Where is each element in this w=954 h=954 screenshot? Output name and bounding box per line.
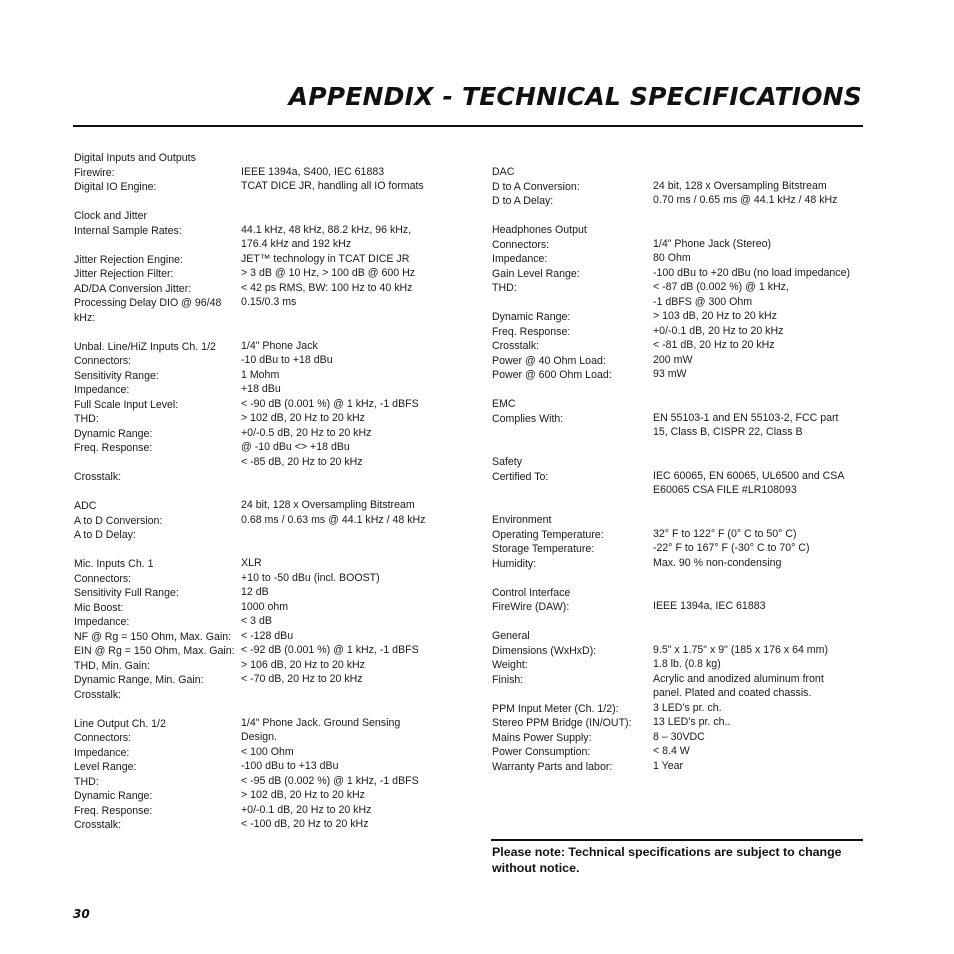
right-spec-label: THD: (492, 282, 517, 294)
left-spec-label: Jitter Rejection Engine: (74, 253, 183, 266)
left-spec-label: Connectors: (74, 355, 132, 367)
left-spec-label: Mic. Inputs Ch. 1 (74, 558, 154, 570)
left-spec-label: Impedance: (74, 746, 130, 759)
right-spec-value: 200 mW (653, 353, 693, 366)
title-rule (73, 125, 863, 127)
right-spec-value: +0/-0.1 dB, 20 Hz to 20 kHz (653, 324, 784, 337)
right-spec-value: < -87 dB (0.002 %) @ 1 kHz, (653, 281, 789, 293)
right-spec-label: Headphones Output (492, 224, 587, 236)
right-spec-value: 24 bit, 128 x Oversampling Bitstream (653, 179, 827, 192)
left-spec-label: A to D Delay: (74, 529, 136, 541)
right-spec-value: -22° F to 167° F (-30° C to 70° C) (653, 542, 810, 554)
left-spec-label: Crosstalk: (74, 471, 122, 483)
right-spec-label: Gain Level Range: (492, 267, 580, 280)
left-spec-label: Unbal. Line/HiZ Inputs Ch. 1/2 (74, 340, 216, 353)
right-spec-value: -100 dBu to +20 dBu (no load impedance) (653, 266, 851, 279)
left-spec-label: Line Output Ch. 1/2 (74, 717, 166, 730)
right-spec-label: Humidity: (492, 557, 537, 570)
left-spec-value: < 3 dB (241, 615, 272, 627)
left-spec-value: < -70 dB, 20 Hz to 20 kHz (241, 673, 363, 685)
right-spec-label: Freq. Response: (492, 325, 571, 338)
left-spec-label: Sensitivity Range: (74, 369, 159, 382)
left-spec-label: Dynamic Range: (74, 427, 153, 440)
right-spec-value: 8 – 30VDC (653, 730, 705, 743)
left-spec-label: THD, Min. Gain: (74, 659, 150, 672)
left-spec-label: Digital IO Engine: (74, 181, 157, 193)
left-spec-value: 1/4" Phone Jack (241, 339, 318, 352)
left-spec-label: Sensitivity Full Range: (74, 587, 179, 599)
left-spec-label: Clock and Jitter (74, 210, 148, 222)
left-spec-label: Crosstalk: (74, 819, 122, 831)
right-spec-value: Max. 90 % non-condensing (653, 556, 782, 569)
left-spec-label: Jitter Rejection Filter: (74, 268, 174, 280)
right-spec-label: Power @ 600 Ohm Load: (492, 369, 612, 381)
left-spec-label: THD: (74, 413, 99, 425)
left-spec-value: > 3 dB @ 10 Hz, > 100 dB @ 600 Hz (241, 267, 416, 279)
right-spec-value: 80 Ohm (653, 252, 691, 264)
right-spec-label: Power Consumption: (492, 746, 591, 758)
right-spec-label: Crosstalk: (492, 340, 540, 352)
right-spec-label: Operating Temperature: (492, 528, 604, 541)
left-spec-value: +18 dBu (241, 383, 281, 395)
right-spec-value: 1 Year (653, 759, 684, 772)
right-spec-value: 3 LED's pr. ch. (653, 701, 722, 714)
right-spec-value: > 103 dB, 20 Hz to 20 kHz (653, 310, 777, 322)
left-spec-label: Connectors: (74, 572, 132, 585)
right-spec-label: Warranty Parts and labor: (492, 760, 613, 773)
left-spec-value: < -128 dBu (241, 629, 294, 642)
left-spec-value: < -90 dB (0.001 %) @ 1 kHz, -1 dBFS (241, 397, 419, 410)
left-spec-label: Crosstalk: (74, 688, 122, 701)
right-spec-label: Impedance: (492, 253, 548, 265)
left-spec-value: @ -10 dBu <> +18 dBu (241, 441, 350, 453)
right-spec-label: D to A Conversion: (492, 180, 580, 193)
left-spec-value: 176.4 kHz and 192 kHz (241, 238, 352, 250)
right-spec-label: Connectors: (492, 238, 550, 251)
left-spec-label: Freq. Response: (74, 442, 153, 454)
left-spec-value: 44.1 kHz, 48 kHz, 88.2 kHz, 96 kHz, (241, 223, 412, 236)
right-spec-label: Dimensions (WxHxD): (492, 644, 597, 657)
right-spec-value: E60065 CSA FILE #LR108093 (653, 484, 797, 496)
right-spec-label: PPM Input Meter (Ch. 1/2): (492, 702, 619, 715)
left-spec-label: Processing Delay DIO @ 96/48 (74, 297, 222, 309)
right-spec-value: 9.5" x 1.75" x 9" (185 x 176 x 64 mm) (653, 643, 828, 656)
right-spec-label: Stereo PPM Bridge (IN/OUT): (492, 717, 632, 729)
right-spec-label: Control Interface (492, 586, 571, 599)
left-spec-label: Level Range: (74, 761, 137, 773)
right-spec-value: -1 dBFS @ 300 Ohm (653, 295, 753, 308)
left-spec-value: 1 Mohm (241, 368, 280, 381)
left-spec-label: Freq. Response: (74, 804, 153, 817)
left-spec-value: 24 bit, 128 x Oversampling Bitstream (241, 499, 415, 511)
right-spec-column (492, 165, 872, 785)
right-spec-label: Power @ 40 Ohm Load: (492, 354, 606, 367)
left-spec-label: Connectors: (74, 732, 132, 744)
right-spec-value: 15, Class B, CISPR 22, Class B (653, 426, 803, 438)
left-spec-label: EIN @ Rg = 150 Ohm, Max. Gain: (74, 645, 235, 657)
left-spec-value: XLR (241, 557, 262, 569)
right-spec-value: 32° F to 122° F (0° C to 50° C) (653, 527, 797, 540)
left-spec-label: Dynamic Range: (74, 790, 153, 802)
note-rule (491, 839, 863, 841)
right-spec-value: 0.70 ms / 0.65 ms @ 44.1 kHz / 48 kHz (653, 194, 838, 206)
left-spec-value: 0.15/0.3 ms (241, 296, 297, 308)
left-spec-value: > 102 dB, 20 Hz to 20 kHz (241, 412, 365, 424)
left-spec-value: < -92 dB (0.001 %) @ 1 kHz, -1 dBFS (241, 644, 419, 656)
left-spec-value: < -95 dB (0.002 %) @ 1 kHz, -1 dBFS (241, 774, 419, 787)
left-spec-value: TCAT DICE JR, handling all IO formats (241, 180, 424, 192)
right-spec-label: Certified To: (492, 470, 549, 483)
right-spec-label: Environment (492, 514, 552, 526)
page-title: APPENDIX - TECHNICAL SPECIFICATIONS (288, 82, 862, 111)
right-spec-value: IEEE 1394a, IEC 61883 (653, 600, 766, 612)
right-spec-value: < -81 dB, 20 Hz to 20 kHz (653, 339, 775, 351)
right-spec-label: FireWire (DAW): (492, 601, 570, 613)
left-spec-label: THD: (74, 775, 99, 788)
left-spec-label: Firewire: (74, 166, 115, 179)
left-spec-value: < -85 dB, 20 Hz to 20 kHz (241, 455, 363, 468)
right-spec-value: 1/4" Phone Jack (Stereo) (653, 237, 772, 250)
left-spec-value: > 102 dB, 20 Hz to 20 kHz (241, 789, 365, 801)
left-spec-label: kHz: (74, 311, 96, 324)
left-spec-label: Dynamic Range, Min. Gain: (74, 674, 204, 686)
right-spec-value: 13 LED's pr. ch.. (653, 716, 731, 728)
left-spec-value: IEEE 1394a, S400, IEC 61883 (241, 165, 385, 178)
right-spec-label: DAC (492, 166, 515, 178)
left-spec-label: Digital Inputs and Outputs (74, 152, 196, 164)
right-spec-value: 1.8 lb. (0.8 kg) (653, 658, 721, 670)
right-spec-label: Complies With: (492, 412, 564, 425)
left-spec-value: < 42 ps RMS, BW: 100 Hz to 40 kHz (241, 281, 413, 294)
left-spec-value: Design. (241, 731, 277, 743)
left-spec-label: Full Scale Input Level: (74, 398, 179, 411)
left-spec-value: 1/4" Phone Jack. Ground Sensing (241, 716, 401, 729)
left-spec-value: +0/-0.5 dB, 20 Hz to 20 kHz (241, 426, 372, 439)
right-spec-label: EMC (492, 398, 516, 410)
left-spec-label: NF @ Rg = 150 Ohm, Max. Gain: (74, 630, 232, 643)
left-spec-value: 1000 ohm (241, 600, 289, 613)
page-number: 30 (73, 907, 90, 921)
left-spec-value: 12 dB (241, 586, 269, 598)
right-spec-label: Mains Power Supply: (492, 731, 592, 744)
right-spec-label: Dynamic Range: (492, 311, 571, 323)
right-spec-label: Weight: (492, 659, 528, 671)
left-spec-value: 0.68 ms / 0.63 ms @ 44.1 kHz / 48 kHz (241, 513, 426, 526)
left-spec-label: AD/DA Conversion Jitter: (74, 282, 192, 295)
left-spec-value: JET™ technology in TCAT DICE JR (241, 252, 410, 265)
left-spec-label: A to D Conversion: (74, 514, 163, 527)
left-spec-label: Mic Boost: (74, 601, 124, 614)
right-spec-label: D to A Delay: (492, 195, 554, 207)
left-spec-label: Internal Sample Rates: (74, 224, 182, 237)
right-spec-label: Finish: (492, 673, 524, 686)
left-spec-value: < 100 Ohm (241, 745, 294, 758)
left-spec-value: > 106 dB, 20 Hz to 20 kHz (241, 658, 365, 671)
left-spec-column (74, 151, 464, 841)
right-spec-value: < 8.4 W (653, 745, 690, 757)
left-spec-value: +10 to -50 dBu (incl. BOOST) (241, 571, 380, 584)
right-spec-value: EN 55103-1 and EN 55103-2, FCC part (653, 411, 839, 424)
right-spec-value: panel. Plated and coated chassis. (653, 687, 812, 699)
left-spec-label: ADC (74, 500, 97, 512)
right-spec-value: 93 mW (653, 368, 687, 380)
left-spec-value: < -100 dB, 20 Hz to 20 kHz (241, 818, 369, 830)
left-spec-label: Impedance: (74, 384, 130, 396)
left-spec-value: +0/-0.1 dB, 20 Hz to 20 kHz (241, 803, 372, 816)
right-spec-label: General (492, 630, 530, 642)
disclaimer-note: Please note: Technical specifications are subject to change without notice. (492, 845, 842, 875)
left-spec-value: -100 dBu to +13 dBu (241, 760, 339, 772)
right-spec-label: Storage Temperature: (492, 543, 595, 555)
left-spec-value: -10 dBu to +18 dBu (241, 354, 333, 366)
right-spec-value: Acrylic and anodized aluminum front (653, 672, 824, 685)
left-spec-label: Impedance: (74, 616, 130, 628)
right-spec-label: Safety (492, 456, 523, 468)
right-spec-value: IEC 60065, EN 60065, UL6500 and CSA (653, 469, 845, 482)
